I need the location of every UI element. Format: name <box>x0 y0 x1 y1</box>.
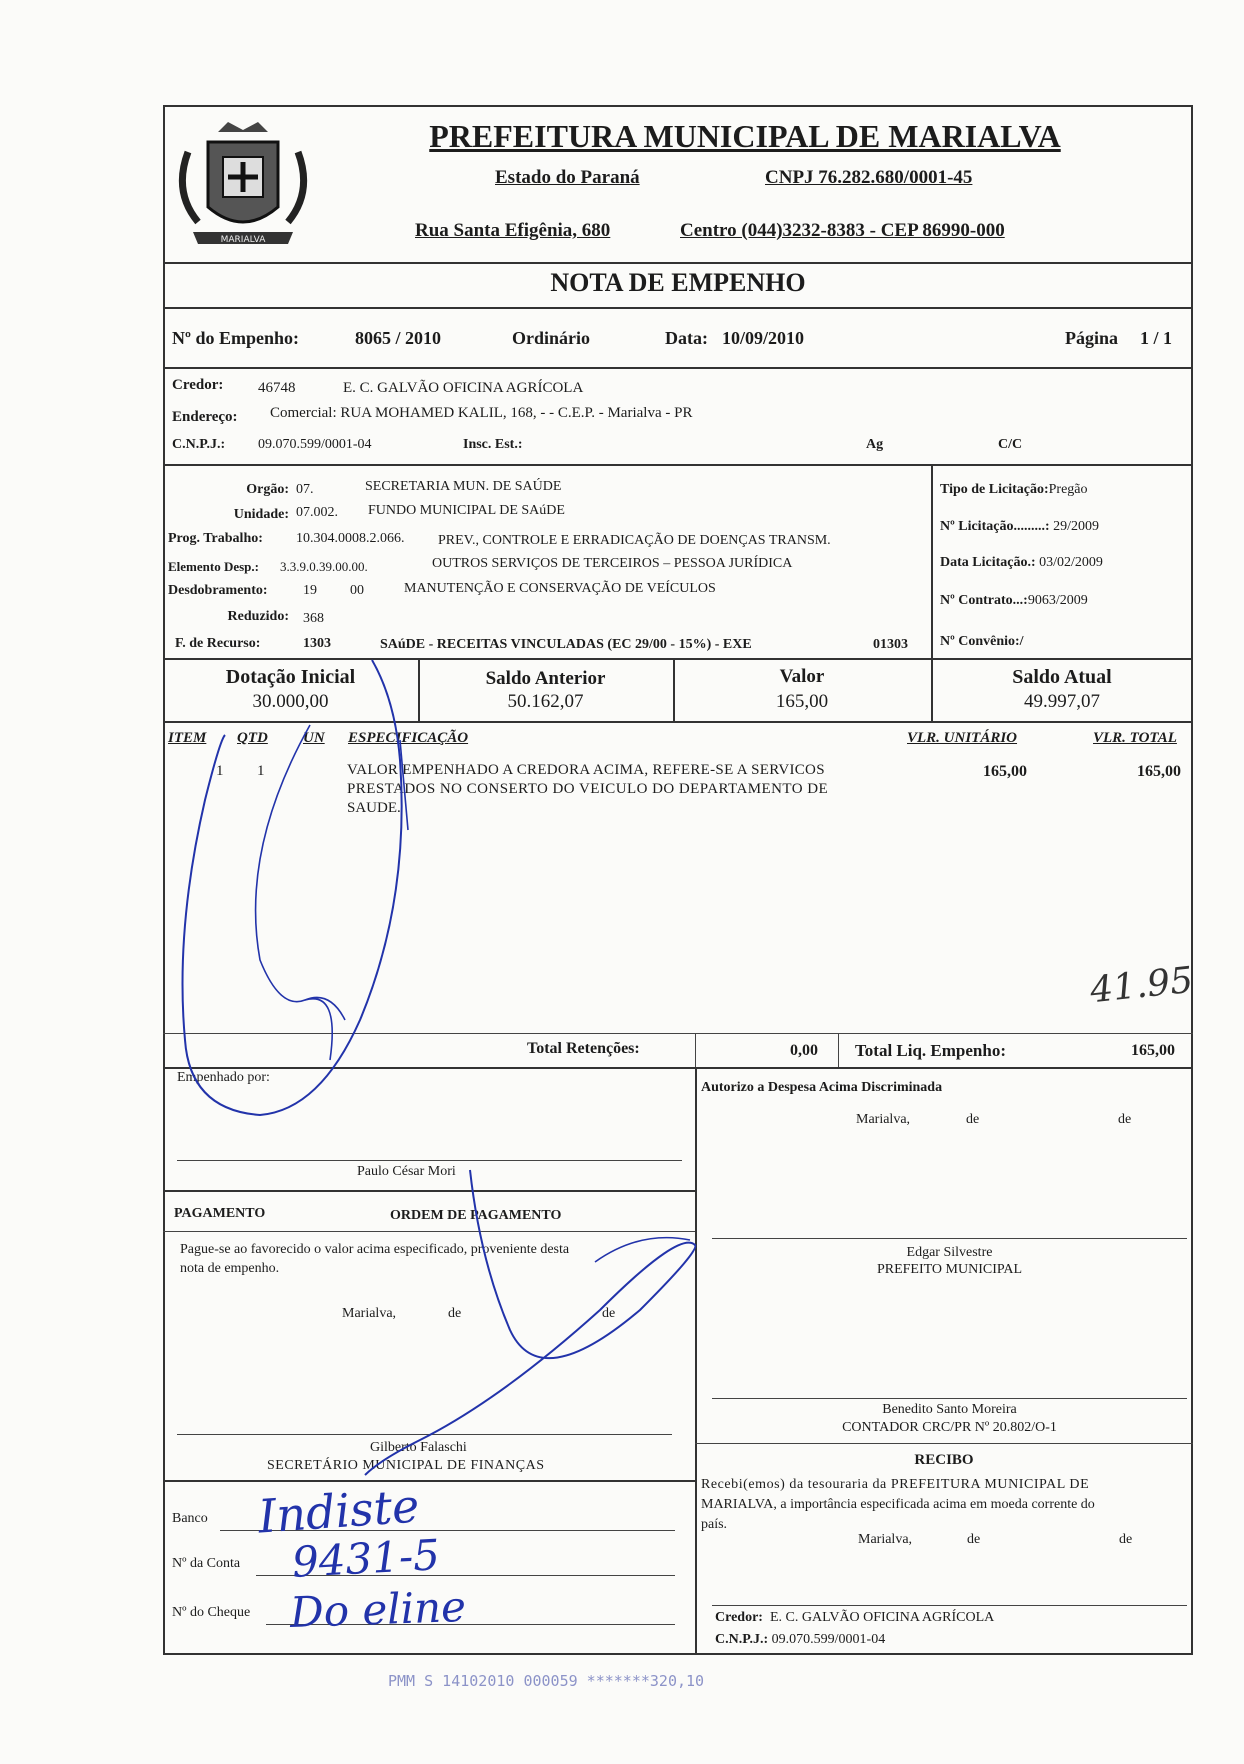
total-liquido-value: 165,00 <box>1131 1042 1175 1059</box>
item-spec-line-1: VALOR EMPENHADO A CREDORA ACIMA, REFERE-SE A SERVICOS <box>347 762 825 778</box>
page-title: PREFEITURA MUNICIPAL DE MARIALVA <box>429 118 1061 154</box>
valor-value: 165,00 <box>775 691 829 712</box>
recurso-code-2: 01303 <box>873 637 908 652</box>
date-label: Data: <box>665 328 708 348</box>
saldo-atual-label: Saldo Atual <box>1012 666 1112 688</box>
creditor-name: E. C. GALVÃO OFICINA AGRÍCOLA <box>343 380 584 396</box>
licitacao-number <box>940 519 1099 535</box>
contrato-value: 9063/2009 <box>1027 593 1088 608</box>
processing-stamp: PMM S 14102010 000059 *******320,10 <box>388 1672 705 1690</box>
empenho-number-label: Nº do Empenho: <box>172 328 299 348</box>
prog-code: 10.304.0008.2.066. <box>296 531 405 546</box>
cheque-label: Nº do Cheque <box>172 1605 251 1620</box>
recibo-credor-label: Credor: <box>715 1610 763 1625</box>
recibo-cnpj-value: 09.070.599/0001-04 <box>771 1632 886 1647</box>
pagamento-signer: Gilberto Falaschi <box>370 1440 467 1455</box>
col-unit: VLR. UNITÁRIO <box>907 730 1018 746</box>
cnpj-label: CNPJ 76.282.680/0001-45 <box>765 167 973 188</box>
contador-role: CONTADOR CRC/PR Nº 20.802/O-1 <box>842 1420 1057 1435</box>
licitacao-date <box>940 555 1103 571</box>
licitacao-type <box>940 482 1088 498</box>
conta-handwritten: 9431-5 <box>290 1530 441 1587</box>
recibo-text-3: país. <box>701 1517 728 1532</box>
item-number: 1 <box>216 763 224 779</box>
saldo-atual-value: 49.997,07 <box>1024 691 1100 712</box>
dotacao-inicial-label: Dotação Inicial <box>225 666 356 688</box>
handwritten-note: 41.95 <box>1088 959 1195 1012</box>
elemento-desc: OUTROS SERVIÇOS DE TERCEIROS – PESSOA JURÍDICA <box>432 556 793 571</box>
page-label: Página <box>1065 328 1119 348</box>
pagamento-de-1: de <box>448 1306 462 1321</box>
total-retencoes-value: 0,00 <box>790 1042 818 1059</box>
licitacao-number-label: Nº Licitação.........: <box>940 519 1050 534</box>
banco-handwritten: Indiste <box>256 1478 421 1544</box>
item-total-value: 165,00 <box>1137 763 1181 780</box>
convenio-label: Nº Convênio:/ <box>940 634 1024 649</box>
ordem-pagamento-label: ORDEM DE PAGAMENTO <box>390 1208 562 1223</box>
desdobramento-label: Desdobramento: <box>168 583 268 598</box>
col-qtd: QTD <box>237 730 268 746</box>
recibo-title: RECIBO <box>914 1452 974 1468</box>
unidade-code: 07.002. <box>296 505 338 520</box>
seal-text: MARIALVA <box>220 235 266 245</box>
account-label: C/C <box>998 437 1023 452</box>
recibo-city: Marialva, <box>858 1532 913 1547</box>
col-total: VLR. TOTAL <box>1093 730 1177 746</box>
elemento-label: Elemento Desp.: <box>168 559 259 574</box>
pagamento-de-2: de <box>602 1306 616 1321</box>
desdobramento-desc: MANUTENÇÃO E CONSERVAÇÃO DE VEÍCULOS <box>404 581 716 596</box>
creditor-address: Comercial: RUA MOHAMED KALIL, 168, - - C.E.P. - Marialva - PR <box>270 405 693 421</box>
insc-est-label: Insc. Est.: <box>463 437 523 452</box>
autorizo-signer: Edgar Silvestre <box>906 1245 993 1260</box>
autorizo-title: Autorizo a Despesa Acima Discriminada <box>701 1080 943 1095</box>
total-liquido-label: Total Liq. Empenho: <box>855 1041 1006 1060</box>
recurso-code: 1303 <box>303 636 331 651</box>
municipal-seal <box>168 112 318 262</box>
desdobramento-b: 00 <box>350 583 364 598</box>
recibo-de-1: de <box>967 1532 981 1547</box>
orgao-desc: SECRETARIA MUN. DE SAÚDE <box>365 479 562 494</box>
cheque-handwritten: Do eline <box>289 1581 467 1638</box>
contrato <box>940 593 1088 609</box>
licitacao-type-label: Tipo de Licitação: <box>940 482 1049 497</box>
total-retencoes-label: Total Retenções: <box>527 1040 640 1057</box>
licitacao-number-value: 29/2009 <box>1053 519 1099 534</box>
banco-label: Banco <box>172 1511 208 1526</box>
item-spec-line-2: PRESTADOS NO CONSERTO DO VEICULO DO DEPARTAMENTO DE <box>347 781 829 797</box>
col-un: UN <box>303 730 325 746</box>
autorizo-role: PREFEITO MUNICIPAL <box>876 1262 1023 1277</box>
autorizo-de-2: de <box>1118 1112 1132 1127</box>
address-field-label: Endereço: <box>172 409 238 425</box>
creditor-cnpj: 09.070.599/0001-04 <box>258 437 372 452</box>
page-number: 1 / 1 <box>1140 328 1173 348</box>
address-label: Rua Santa Efigênia, 680 <box>415 220 611 241</box>
item-spec-line-3: SAUDE. <box>347 800 401 816</box>
empenho-type: Ordinário <box>512 328 591 348</box>
elemento-code: 3.3.9.0.39.00.00. <box>280 559 368 574</box>
unidade-label: Unidade: <box>233 507 289 522</box>
pagamento-text-2: nota de empenho. <box>180 1261 280 1276</box>
creditor-label: Credor: <box>172 377 224 393</box>
item-unit-value: 165,00 <box>983 763 1027 780</box>
licitacao-date-label: Data Licitação.: <box>940 555 1036 570</box>
dotacao-inicial-value: 30.000,00 <box>252 691 329 712</box>
item-qtd: 1 <box>257 763 265 779</box>
empenhado-label: Empenhado por: <box>177 1070 270 1085</box>
contrato-label: Nº Contrato...: <box>940 593 1028 608</box>
contador-signer: Benedito Santo Moreira <box>882 1402 1017 1417</box>
recibo-credor <box>715 1610 994 1626</box>
reduzido-label: Reduzido: <box>227 609 289 624</box>
recibo-text-1: Recebi(emos) da tesouraria da PREFEITURA MUNICIPAL DE <box>701 1477 1090 1492</box>
recibo-text-2: MARIALVA, a importância especificada acima em moeda corrente do <box>701 1497 1095 1512</box>
state-label: Estado do Paraná <box>495 167 640 188</box>
cnpj-field-label: C.N.P.J.: <box>172 437 226 452</box>
pagamento-city: Marialva, <box>342 1306 397 1321</box>
pagamento-text-1: Pague-se ao favorecido o valor acima especificado, proveniente desta <box>180 1242 570 1257</box>
pagamento-role: SECRETÁRIO MUNICIPAL DE FINANÇAS <box>267 1458 545 1473</box>
creditor-code: 46748 <box>258 380 296 396</box>
empenho-number: 8065 / 2010 <box>355 328 442 348</box>
recibo-credor-name: E. C. GALVÃO OFICINA AGRÍCOLA <box>769 1610 995 1625</box>
recurso-label: F. de Recurso: <box>175 636 261 651</box>
orgao-label: Orgão: <box>246 482 289 497</box>
valor-label: Valor <box>779 666 825 687</box>
pagamento-label: PAGAMENTO <box>174 1206 266 1221</box>
orgao-code: 07. <box>296 482 314 497</box>
district-phone: Centro (044)3232-8383 - CEP 86990-000 <box>680 220 1005 241</box>
saldo-anterior-label: Saldo Anterior <box>485 668 606 689</box>
reduzido-value: 368 <box>303 611 324 626</box>
date-value: 10/09/2010 <box>722 328 805 348</box>
recibo-cnpj-label: C.N.P.J.: <box>715 1632 769 1647</box>
licitacao-date-value: 03/02/2009 <box>1039 555 1103 570</box>
unidade-desc: FUNDO MUNICIPAL DE SAúDE <box>368 503 565 518</box>
recibo-cnpj <box>715 1632 885 1648</box>
conta-label: Nº da Conta <box>172 1556 241 1571</box>
col-spec: ESPECIFICAÇÃO <box>348 730 469 746</box>
prog-label: Prog. Trabalho: <box>168 531 263 546</box>
desdobramento-a: 19 <box>303 583 317 598</box>
agency-label: Ag <box>866 437 884 452</box>
col-item: ITEM <box>168 730 207 746</box>
saldo-anterior-value: 50.162,07 <box>507 691 584 712</box>
empenhado-signer: Paulo César Mori <box>357 1164 456 1179</box>
recibo-de-2: de <box>1119 1532 1133 1547</box>
autorizo-de-1: de <box>966 1112 980 1127</box>
autorizo-city: Marialva, <box>856 1112 911 1127</box>
prog-desc: PREV., CONTROLE E ERRADICAÇÃO DE DOENÇAS TRANSM. <box>438 533 831 548</box>
licitacao-type-value: Pregão <box>1048 482 1088 497</box>
recurso-desc: SAúDE - RECEITAS VINCULADAS (EC 29/00 - 15%) - EXE <box>380 637 752 652</box>
doc-title: NOTA DE EMPENHO <box>550 268 806 297</box>
